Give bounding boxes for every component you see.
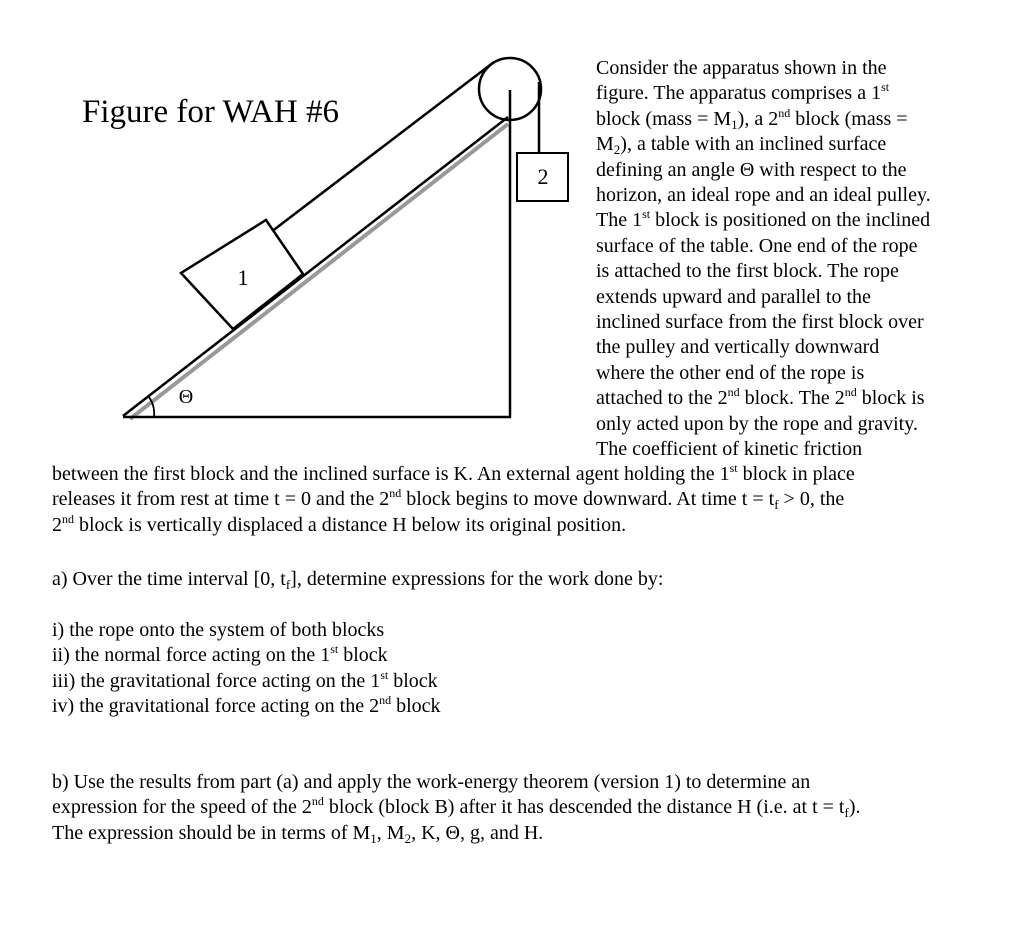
figure-title: Figure for WAH #6 [82, 94, 339, 130]
subscript: 1 [370, 830, 377, 846]
text-run: ], determine expressions for the work done by: [290, 568, 664, 590]
text-run: iii) the gravitational force acting on the 1 [52, 669, 381, 692]
text-run: ), a 2 [737, 107, 779, 130]
problem-line [596, 335, 879, 360]
problem-line [596, 183, 931, 208]
problem-line [596, 132, 886, 157]
superscript: st [642, 207, 651, 222]
text-run: block in place [737, 463, 855, 485]
text-run: expression for the speed of the 2 [52, 796, 312, 819]
text-run: block [338, 644, 388, 667]
text-run: surface of the table. One end of the rope [596, 234, 918, 257]
text-run: releases it from rest at time t = 0 and the 2 [52, 488, 390, 511]
block-2-label: 2 [537, 164, 549, 189]
text-run: extends upward and parallel to the [596, 285, 871, 308]
problem-line [52, 487, 844, 512]
superscript: st [380, 667, 389, 682]
part-a-item [52, 694, 441, 719]
subscript: 2 [613, 142, 621, 158]
subscript: f [285, 577, 291, 592]
problem-line [596, 208, 930, 233]
rope-incline [271, 62, 494, 232]
part-b-prompt [52, 795, 860, 820]
superscript: st [881, 80, 890, 95]
part-a-item [52, 643, 388, 668]
text-run: i) the rope onto the system of both blocks [52, 619, 385, 641]
problem-line [52, 462, 855, 487]
part-b-prompt [52, 821, 543, 846]
text-run: block (mass = [790, 107, 908, 130]
text-run: figure. The apparatus comprises a 1 [596, 82, 882, 105]
problem-line [596, 361, 864, 386]
part-a-item [52, 618, 384, 643]
superscript: nd [844, 385, 857, 400]
text-run: block (mass = M [596, 107, 732, 130]
problem-line [596, 310, 924, 335]
superscript: nd [778, 105, 791, 120]
problem-line [596, 56, 887, 81]
text-run: M [596, 133, 614, 156]
text-run: defining an angle Θ with respect to the [596, 158, 907, 181]
part-a-item [52, 669, 438, 694]
subscript: 2 [404, 830, 412, 846]
subscript: 1 [731, 116, 738, 132]
text-run: block (block B) after it has descended the distance H (i.e. at t = t [323, 796, 845, 819]
text-run: block. The 2 [739, 387, 845, 410]
problem-line [596, 259, 899, 284]
part-b-prompt [52, 770, 810, 795]
subscript: f [774, 497, 779, 513]
text-run: , M [376, 821, 405, 844]
text-run: ). [848, 796, 861, 819]
problem-line [52, 513, 626, 538]
problem-line [596, 158, 906, 183]
problem-line [596, 386, 925, 411]
superscript: nd [727, 385, 740, 400]
text-run: block is positioned on the inclined [650, 209, 931, 232]
text-run: block begins to move downward. At time t = t [401, 488, 775, 511]
superscript: nd [62, 511, 74, 526]
incline-surface [123, 117, 508, 416]
text-run: b) Use the results from part (a) and apply the work-energy theorem (version 1) to determine an [52, 771, 811, 793]
problem-line [596, 107, 908, 132]
text-run: only acted upon by the rope and gravity. [596, 412, 918, 435]
text-run: > 0, the [778, 488, 845, 511]
part-a-prompt [52, 567, 663, 592]
superscript: nd [379, 693, 392, 708]
superscript: st [330, 642, 339, 657]
superscript: nd [389, 486, 402, 501]
problem-line [596, 437, 862, 462]
text-run: ), a table with an inclined surface [620, 133, 887, 156]
text-run: attached to the 2 [596, 387, 728, 410]
text-run: Consider the apparatus shown in the [596, 57, 887, 79]
text-run: block [388, 669, 438, 692]
text-run: is attached to the first block. The rope [596, 260, 899, 283]
problem-line [596, 285, 871, 310]
text-run: The 1 [596, 209, 643, 232]
block-1-label: 1 [237, 265, 249, 290]
text-run: block is [856, 387, 925, 410]
angle-label: Θ [178, 386, 194, 408]
text-run: , K, Θ, g, and H. [411, 821, 544, 844]
superscript: st [729, 461, 738, 475]
text-run: ii) the normal force acting on the 1 [52, 644, 331, 667]
text-run: where the other end of the rope is [596, 361, 865, 384]
text-run: a) Over the time interval [0, t [52, 568, 286, 590]
text-run: inclined surface from the first block over [596, 311, 924, 333]
superscript: nd [311, 794, 324, 809]
problem-line [596, 234, 918, 259]
text-run: the pulley and vertically downward [596, 336, 880, 359]
text-run: The coefficient of kinetic friction [596, 438, 863, 460]
text-run: iv) the gravitational force acting on the 2 [52, 695, 380, 718]
problem-line [596, 81, 889, 106]
text-run: block is vertically displaced a distance H below its original position. [74, 513, 627, 536]
text-run: between the first block and the inclined surface is K. An external agent holding the 1 [52, 463, 730, 485]
text-run: 2 [52, 513, 62, 536]
text-run: block [391, 695, 441, 718]
text-run: horizon, an ideal rope and an ideal pulley. [596, 184, 931, 206]
text-run: The expression should be in terms of M [52, 821, 371, 844]
problem-line [596, 412, 918, 437]
subscript: f [844, 805, 849, 821]
